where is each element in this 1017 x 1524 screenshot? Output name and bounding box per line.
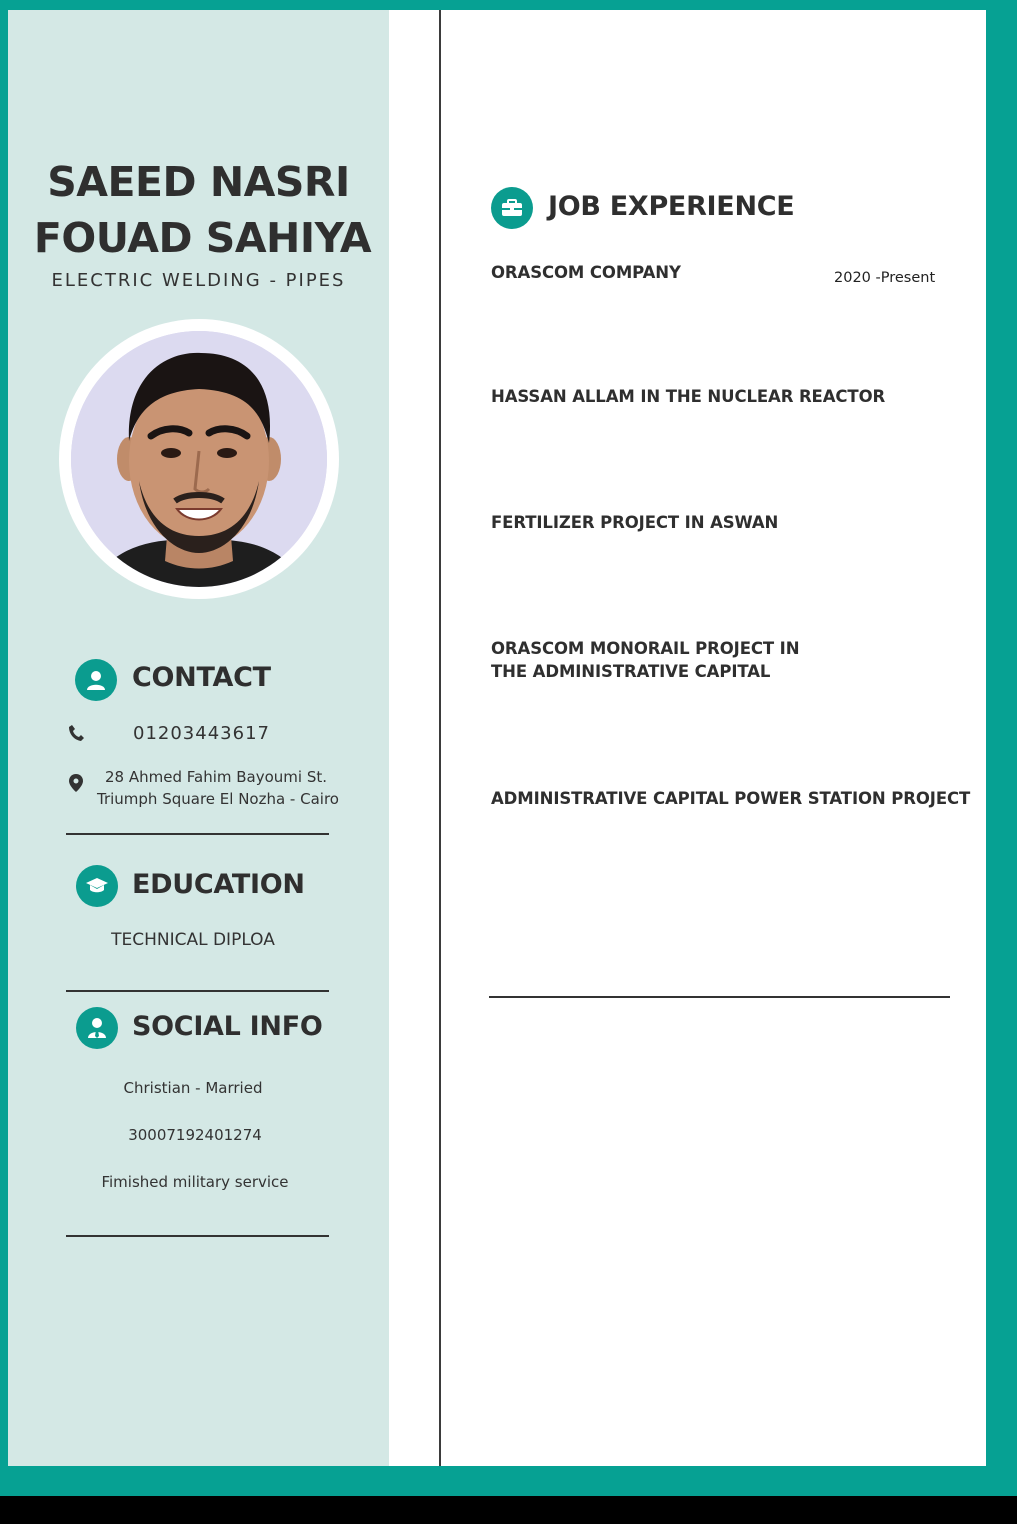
- profile-photo-frame: [59, 319, 339, 599]
- job-title: FERTILIZER PROJECT IN ASWAN: [491, 513, 779, 532]
- education-degree: TECHNICAL DIPLOA: [111, 930, 275, 950]
- job-title-line-2: THE ADMINISTRATIVE CAPITAL: [491, 662, 771, 681]
- column-divider: [439, 10, 441, 1466]
- job-title: ORASCOM COMPANY: [491, 263, 681, 282]
- education-title: EDUCATION: [132, 869, 305, 900]
- location-pin-icon: [69, 774, 83, 796]
- job-date: 2020 -Present: [834, 270, 936, 286]
- user-tie-icon: [76, 1007, 118, 1049]
- job-title: HASSAN ALLAM IN THE NUCLEAR REACTOR: [491, 387, 886, 406]
- address-line-1: 28 Ahmed Fahim Bayoumi St.: [105, 768, 328, 786]
- social-status: Christian - Married: [123, 1079, 263, 1097]
- job-title: ADMINISTRATIVE CAPITAL POWER STATION PROJECT: [491, 789, 971, 808]
- social-id-number: 30007192401274: [128, 1126, 262, 1144]
- address-line-2: Triumph Square El Nozha - Cairo: [97, 790, 339, 808]
- phone-number: 01203443617: [133, 723, 270, 744]
- sidebar: [8, 10, 389, 1466]
- phone-icon: [68, 723, 84, 745]
- contact-title: CONTACT: [132, 662, 271, 693]
- job-title: ORASCOM MONORAIL PROJECT IN: [491, 639, 800, 658]
- resume-page: [8, 10, 986, 1466]
- graduation-cap-icon: [76, 865, 118, 907]
- divider: [66, 833, 329, 835]
- person-icon: [75, 659, 117, 701]
- name-line-2: FOUAD SAHIYA: [33, 214, 372, 262]
- divider: [489, 996, 950, 998]
- job-subtitle: ELECTRIC WELDING - PIPES: [51, 270, 346, 291]
- experience-title: JOB EXPERIENCE: [548, 191, 795, 222]
- divider: [66, 990, 329, 992]
- profile-photo: [71, 331, 327, 587]
- social-military: Fimished military service: [101, 1173, 289, 1191]
- divider: [66, 1235, 329, 1237]
- name-line-1: SAEED NASRI: [47, 158, 350, 206]
- social-title: SOCIAL INFO: [132, 1011, 323, 1042]
- briefcase-icon: [491, 187, 533, 229]
